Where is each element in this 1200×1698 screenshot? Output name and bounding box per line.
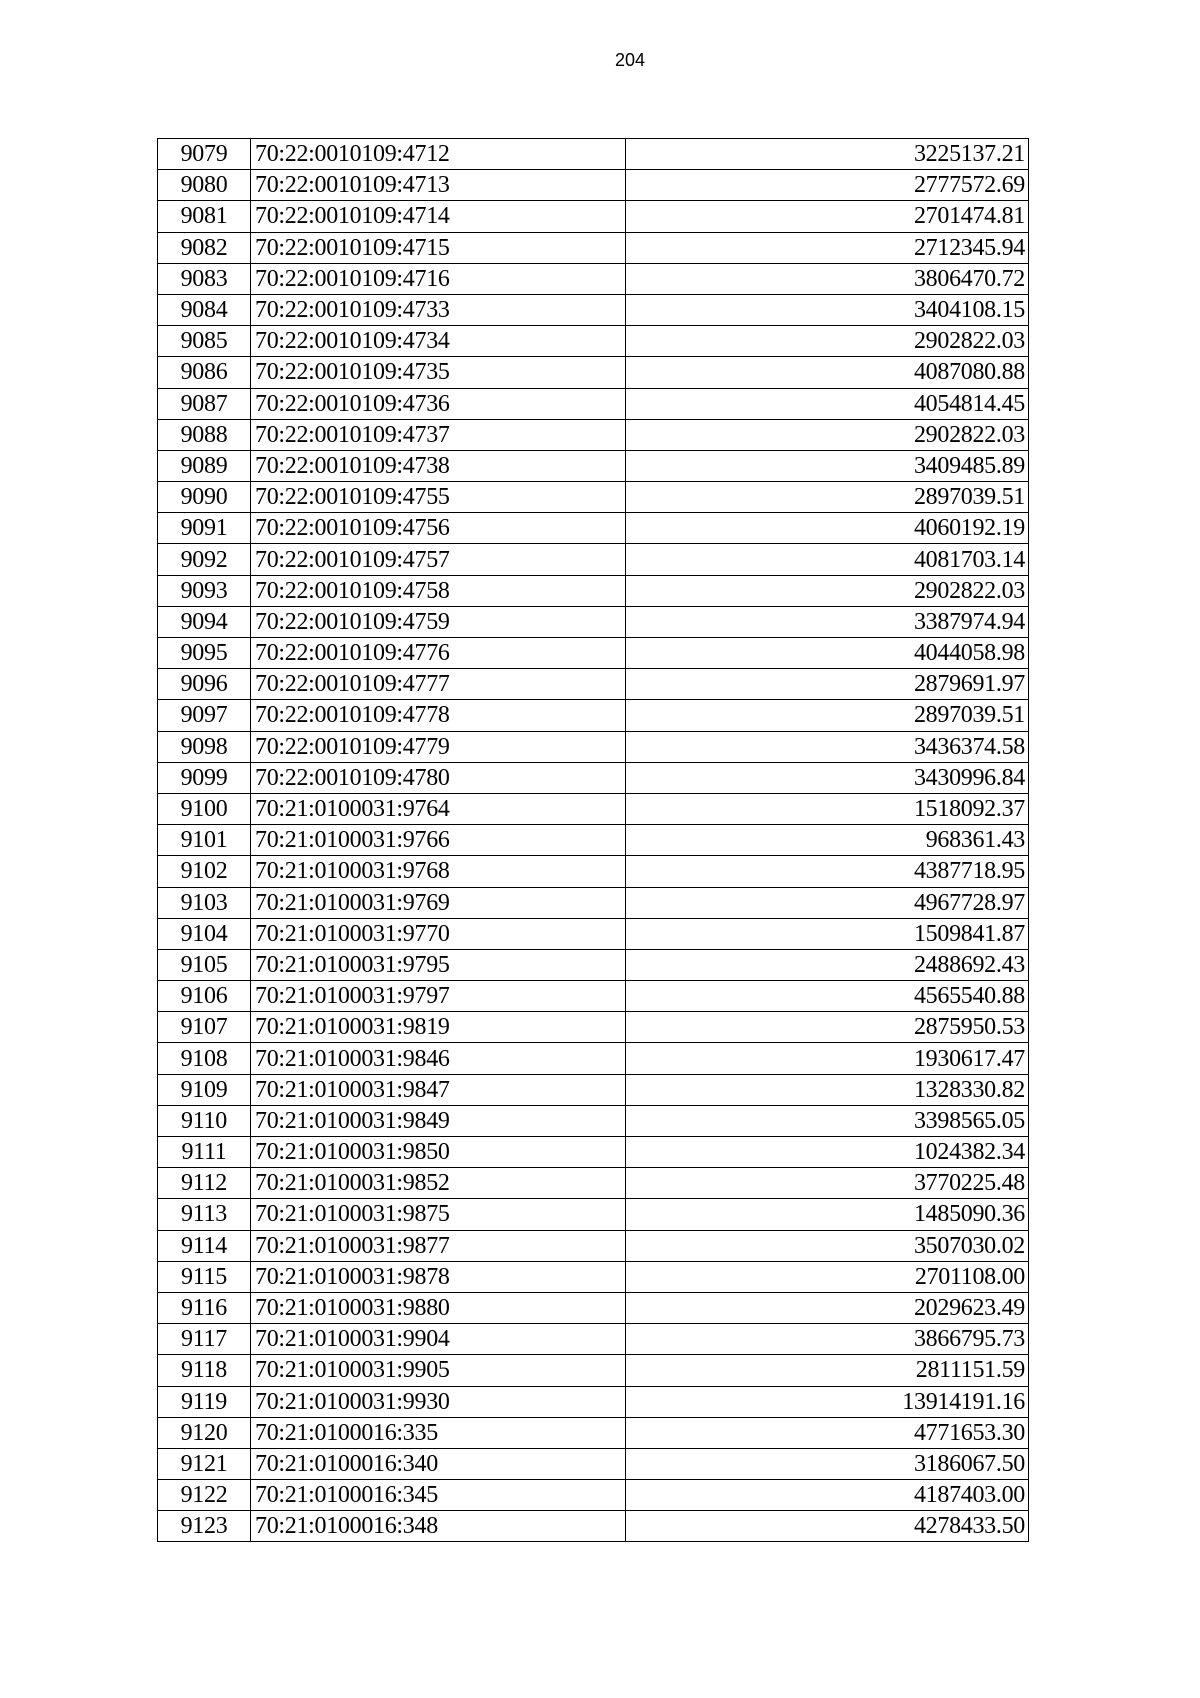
row-number-cell: 9097: [158, 700, 251, 731]
table-row: [158, 1324, 1029, 1355]
cadastral-number-cell: 70:22:0010109:4738: [251, 450, 626, 481]
cadastral-value-cell: 1930617.47: [626, 1043, 1029, 1074]
cadastral-value-cell: 4060192.19: [626, 513, 1029, 544]
cadastral-value-cell: 2902822.03: [626, 575, 1029, 606]
row-number-cell: 9102: [158, 856, 251, 887]
table-row: [158, 419, 1029, 450]
row-number-cell: 9088: [158, 419, 251, 450]
table-row: [158, 170, 1029, 201]
table-row: [158, 201, 1029, 232]
row-number-cell: 9104: [158, 918, 251, 949]
cadastral-number-cell: 70:22:0010109:4737: [251, 419, 626, 450]
row-number-cell: 9112: [158, 1168, 251, 1199]
cadastral-number-cell: 70:22:0010109:4733: [251, 294, 626, 325]
cadastral-value-cell: 2811151.59: [626, 1355, 1029, 1386]
cadastral-value-cell: 3398565.05: [626, 1105, 1029, 1136]
cadastral-number-cell: 70:21:0100031:9819: [251, 1012, 626, 1043]
row-number-cell: 9082: [158, 232, 251, 263]
cadastral-number-cell: 70:21:0100016:340: [251, 1448, 626, 1479]
cadastral-value-cell: 1024382.34: [626, 1137, 1029, 1168]
row-number-cell: 9087: [158, 388, 251, 419]
cadastral-value-cell: 2712345.94: [626, 232, 1029, 263]
row-number-cell: 9083: [158, 263, 251, 294]
row-number-cell: 9090: [158, 482, 251, 513]
table-row: [158, 1043, 1029, 1074]
table-row: [158, 544, 1029, 575]
row-number-cell: 9092: [158, 544, 251, 575]
row-number-cell: 9106: [158, 981, 251, 1012]
row-number-cell: 9103: [158, 887, 251, 918]
table-row: [158, 606, 1029, 637]
cadastral-number-cell: 70:22:0010109:4735: [251, 357, 626, 388]
row-number-cell: 9098: [158, 731, 251, 762]
row-number-cell: 9118: [158, 1355, 251, 1386]
row-number-cell: 9089: [158, 450, 251, 481]
cadastral-value-cell: 3404108.15: [626, 294, 1029, 325]
cadastral-value-cell: 2897039.51: [626, 700, 1029, 731]
row-number-cell: 9122: [158, 1480, 251, 1511]
cadastral-value-cell: 4081703.14: [626, 544, 1029, 575]
row-number-cell: 9096: [158, 669, 251, 700]
table-row: [158, 856, 1029, 887]
row-number-cell: 9108: [158, 1043, 251, 1074]
cadastral-number-cell: 70:21:0100031:9846: [251, 1043, 626, 1074]
table-row: [158, 1448, 1029, 1479]
cadastral-number-cell: 70:21:0100031:9849: [251, 1105, 626, 1136]
cadastral-value-cell: 2897039.51: [626, 482, 1029, 513]
table-row: [158, 887, 1029, 918]
row-number-cell: 9107: [158, 1012, 251, 1043]
cadastral-number-cell: 70:22:0010109:4713: [251, 170, 626, 201]
cadastral-value-cell: 2902822.03: [626, 326, 1029, 357]
cadastral-number-cell: 70:21:0100031:9770: [251, 918, 626, 949]
cadastral-number-cell: 70:22:0010109:4755: [251, 482, 626, 513]
cadastral-number-cell: 70:21:0100031:9877: [251, 1230, 626, 1261]
row-number-cell: 9109: [158, 1074, 251, 1105]
cadastral-value-cell: 1485090.36: [626, 1199, 1029, 1230]
cadastral-number-cell: 70:21:0100031:9766: [251, 825, 626, 856]
table-row: [158, 1292, 1029, 1323]
cadastral-value-cell: 4187403.00: [626, 1480, 1029, 1511]
cadastral-number-cell: 70:22:0010109:4757: [251, 544, 626, 575]
table-row: [158, 700, 1029, 731]
cadastral-value-cell: 2701474.81: [626, 201, 1029, 232]
cadastral-value-table: [157, 138, 1029, 1542]
cadastral-number-cell: 70:21:0100031:9847: [251, 1074, 626, 1105]
table-row: [158, 762, 1029, 793]
cadastral-number-cell: 70:22:0010109:4758: [251, 575, 626, 606]
row-number-cell: 9116: [158, 1292, 251, 1323]
table-row: [158, 1511, 1029, 1542]
cadastral-value-cell: 2875950.53: [626, 1012, 1029, 1043]
table-row: [158, 918, 1029, 949]
cadastral-number-cell: 70:21:0100016:348: [251, 1511, 626, 1542]
cadastral-number-cell: 70:21:0100031:9880: [251, 1292, 626, 1323]
table-row: [158, 638, 1029, 669]
cadastral-value-cell: 4087080.88: [626, 357, 1029, 388]
table-row: [158, 1480, 1029, 1511]
cadastral-value-cell: 3436374.58: [626, 731, 1029, 762]
cadastral-number-cell: 70:22:0010109:4779: [251, 731, 626, 762]
cadastral-value-cell: 4278433.50: [626, 1511, 1029, 1542]
row-number-cell: 9084: [158, 294, 251, 325]
table-row: [158, 731, 1029, 762]
cadastral-value-cell: 3387974.94: [626, 606, 1029, 637]
cadastral-number-cell: 70:21:0100031:9797: [251, 981, 626, 1012]
cadastral-number-cell: 70:21:0100031:9795: [251, 949, 626, 980]
cadastral-value-cell: 4044058.98: [626, 638, 1029, 669]
table-row: [158, 1230, 1029, 1261]
cadastral-number-cell: 70:21:0100016:345: [251, 1480, 626, 1511]
cadastral-number-cell: 70:22:0010109:4736: [251, 388, 626, 419]
cadastral-value-cell: 2488692.43: [626, 949, 1029, 980]
table-row: [158, 357, 1029, 388]
row-number-cell: 9117: [158, 1324, 251, 1355]
cadastral-value-cell: 4967728.97: [626, 887, 1029, 918]
cadastral-value-cell: 4054814.45: [626, 388, 1029, 419]
cadastral-number-cell: 70:21:0100031:9769: [251, 887, 626, 918]
table-row: [158, 1105, 1029, 1136]
cadastral-value-cell: 2777572.69: [626, 170, 1029, 201]
cadastral-number-cell: 70:22:0010109:4778: [251, 700, 626, 731]
table-row: [158, 981, 1029, 1012]
table-row: [158, 482, 1029, 513]
table-row: [158, 450, 1029, 481]
cadastral-number-cell: 70:22:0010109:4776: [251, 638, 626, 669]
cadastral-number-cell: 70:21:0100031:9850: [251, 1137, 626, 1168]
row-number-cell: 9110: [158, 1105, 251, 1136]
row-number-cell: 9120: [158, 1417, 251, 1448]
cadastral-value-cell: 4387718.95: [626, 856, 1029, 887]
table-body: [158, 139, 1029, 1542]
row-number-cell: 9101: [158, 825, 251, 856]
table-row: [158, 793, 1029, 824]
cadastral-value-cell: 1509841.87: [626, 918, 1029, 949]
cadastral-number-cell: 70:21:0100016:335: [251, 1417, 626, 1448]
row-number-cell: 9091: [158, 513, 251, 544]
cadastral-number-cell: 70:21:0100031:9905: [251, 1355, 626, 1386]
cadastral-value-cell: 13914191.16: [626, 1386, 1029, 1417]
row-number-cell: 9093: [158, 575, 251, 606]
row-number-cell: 9111: [158, 1137, 251, 1168]
table-row: [158, 1168, 1029, 1199]
table-row: [158, 1074, 1029, 1105]
row-number-cell: 9119: [158, 1386, 251, 1417]
cadastral-number-cell: 70:22:0010109:4716: [251, 263, 626, 294]
row-number-cell: 9085: [158, 326, 251, 357]
table-row: [158, 294, 1029, 325]
table-row: [158, 1261, 1029, 1292]
cadastral-value-cell: 3186067.50: [626, 1448, 1029, 1479]
cadastral-value-cell: 3866795.73: [626, 1324, 1029, 1355]
row-number-cell: 9113: [158, 1199, 251, 1230]
row-number-cell: 9095: [158, 638, 251, 669]
cadastral-value-cell: 4565540.88: [626, 981, 1029, 1012]
table-row: [158, 232, 1029, 263]
row-number-cell: 9114: [158, 1230, 251, 1261]
cadastral-number-cell: 70:22:0010109:4777: [251, 669, 626, 700]
cadastral-number-cell: 70:22:0010109:4715: [251, 232, 626, 263]
table-row: [158, 513, 1029, 544]
cadastral-number-cell: 70:22:0010109:4712: [251, 139, 626, 170]
table-row: [158, 1199, 1029, 1230]
cadastral-number-cell: 70:21:0100031:9930: [251, 1386, 626, 1417]
table-row: [158, 669, 1029, 700]
cadastral-number-cell: 70:21:0100031:9875: [251, 1199, 626, 1230]
row-number-cell: 9080: [158, 170, 251, 201]
cadastral-value-cell: 3409485.89: [626, 450, 1029, 481]
table-row: [158, 1012, 1029, 1043]
table-row: [158, 388, 1029, 419]
cadastral-number-cell: 70:22:0010109:4734: [251, 326, 626, 357]
row-number-cell: 9094: [158, 606, 251, 637]
cadastral-value-cell: 3770225.48: [626, 1168, 1029, 1199]
table-row: [158, 825, 1029, 856]
table-row: [158, 949, 1029, 980]
table-row: [158, 1417, 1029, 1448]
row-number-cell: 9086: [158, 357, 251, 388]
table-row: [158, 1355, 1029, 1386]
cadastral-number-cell: 70:21:0100031:9878: [251, 1261, 626, 1292]
cadastral-value-cell: 1328330.82: [626, 1074, 1029, 1105]
cadastral-number-cell: 70:21:0100031:9852: [251, 1168, 626, 1199]
row-number-cell: 9121: [158, 1448, 251, 1479]
table-row: [158, 1386, 1029, 1417]
cadastral-value-cell: 3430996.84: [626, 762, 1029, 793]
table-row: [158, 139, 1029, 170]
row-number-cell: 9123: [158, 1511, 251, 1542]
cadastral-value-cell: 2879691.97: [626, 669, 1029, 700]
cadastral-number-cell: 70:21:0100031:9904: [251, 1324, 626, 1355]
cadastral-number-cell: 70:21:0100031:9764: [251, 793, 626, 824]
cadastral-number-cell: 70:21:0100031:9768: [251, 856, 626, 887]
cadastral-value-cell: 2902822.03: [626, 419, 1029, 450]
cadastral-number-cell: 70:22:0010109:4756: [251, 513, 626, 544]
row-number-cell: 9079: [158, 139, 251, 170]
table-row: [158, 326, 1029, 357]
table-row: [158, 263, 1029, 294]
cadastral-value-cell: 2701108.00: [626, 1261, 1029, 1292]
cadastral-value-cell: 3225137.21: [626, 139, 1029, 170]
cadastral-value-cell: 3507030.02: [626, 1230, 1029, 1261]
cadastral-number-cell: 70:22:0010109:4780: [251, 762, 626, 793]
cadastral-value-cell: 968361.43: [626, 825, 1029, 856]
row-number-cell: 9115: [158, 1261, 251, 1292]
page-number: 204: [614, 50, 646, 70]
row-number-cell: 9081: [158, 201, 251, 232]
row-number-cell: 9100: [158, 793, 251, 824]
cadastral-value-cell: 4771653.30: [626, 1417, 1029, 1448]
cadastral-value-cell: 1518092.37: [626, 793, 1029, 824]
cadastral-value-cell: 3806470.72: [626, 263, 1029, 294]
row-number-cell: 9105: [158, 949, 251, 980]
table-row: [158, 1137, 1029, 1168]
row-number-cell: 9099: [158, 762, 251, 793]
cadastral-number-cell: 70:22:0010109:4714: [251, 201, 626, 232]
cadastral-number-cell: 70:22:0010109:4759: [251, 606, 626, 637]
table-row: [158, 575, 1029, 606]
cadastral-value-cell: 2029623.49: [626, 1292, 1029, 1323]
